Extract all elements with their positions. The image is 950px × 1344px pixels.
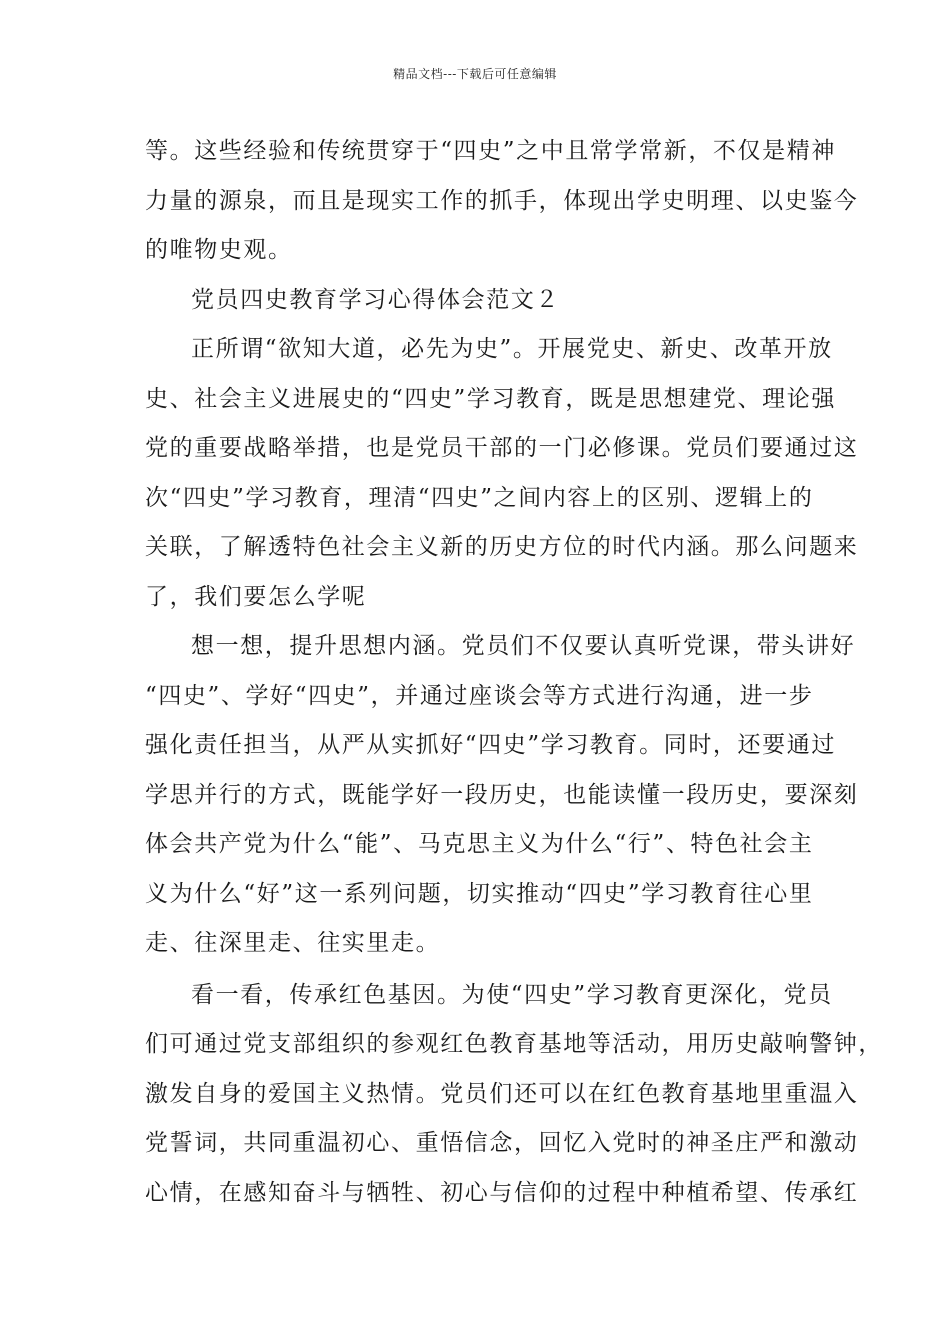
text-line: 强化责任担当，从严从实抓好“四史”学习教育。同时，还要通过 [145, 732, 836, 758]
text-line: 义为什么“好”这一系列问题，切实推动“四史”学习教育往心里 [145, 880, 814, 907]
text-line: 等。这些经验和传统贯穿于“四史”之中且常学常新，不仅是精神 [145, 138, 836, 164]
text-line: 学思并行的方式，既能学好一段历史，也能读懂一段历史，要深刻 [145, 781, 859, 808]
text-line: 次“四史”学习教育，理清“四史”之间内容上的区别、逻辑上的 [145, 484, 814, 511]
section-heading [145, 276, 813, 326]
paragraph-look [145, 971, 883, 1219]
text-line: 了，我们要怎么学呢 [145, 583, 367, 610]
text-line: 的唯物史观。 [145, 237, 293, 263]
text-line: 力量的源泉，而且是现实工作的抓手，体现出学史明理、以史鉴今 [145, 187, 859, 214]
paragraph-intro [145, 325, 859, 622]
text-line: 激发自身的爱国主义热情。党员们还可以在红色教育基地里重温入 [145, 1080, 859, 1107]
text-line: 关联，了解透特色社会主义新的历史方位的时代内涵。那么问题来 [145, 534, 859, 560]
text-line: 看一看，传承红色基因。为使“四史”学习教育更深化，党员 [191, 981, 833, 1008]
text-line: 们可通过党支部组织的参观红色教育基地等活动，用历史敲响警钟， [145, 1031, 883, 1057]
text-line: “四史”、学好“四史”，并通过座谈会等方式进行沟通，进一步 [145, 682, 814, 709]
text-line: 党誓词，共同重温初心、重悟信念，回忆入党时的神圣庄严和激动 [145, 1130, 859, 1156]
paragraph-think [145, 622, 859, 969]
page-header: 精品文档---下载后可任意编辑 [393, 67, 557, 81]
heading-line: 党员四史教育学习心得体会范文２ [191, 286, 560, 313]
text-line: 史、社会主义进展史的“四史”学习教育，既是思想建党、理论强 [145, 385, 836, 412]
text-line: 想一想，提升思想内涵。党员们不仅要认真听党课，带头讲好 [191, 633, 856, 659]
text-line: 体会共产党为什么“能”、马克思主义为什么“行”、特色社会主 [145, 831, 814, 857]
paragraph-continuation [145, 127, 859, 276]
text-line: 党的重要战略举措，也是党员干部的一门必修课。党员们要通过这 [145, 435, 859, 461]
document-body [145, 127, 883, 1218]
text-line: 走、往深里走、往实里走。 [145, 930, 441, 956]
text-line: 正所谓“欲知大道，必先为史”。开展党史、新史、改革开放 [191, 336, 833, 362]
text-line: 心情，在感知奋斗与牺牲、初心与信仰的过程中种植希望、传承红 [145, 1179, 859, 1206]
